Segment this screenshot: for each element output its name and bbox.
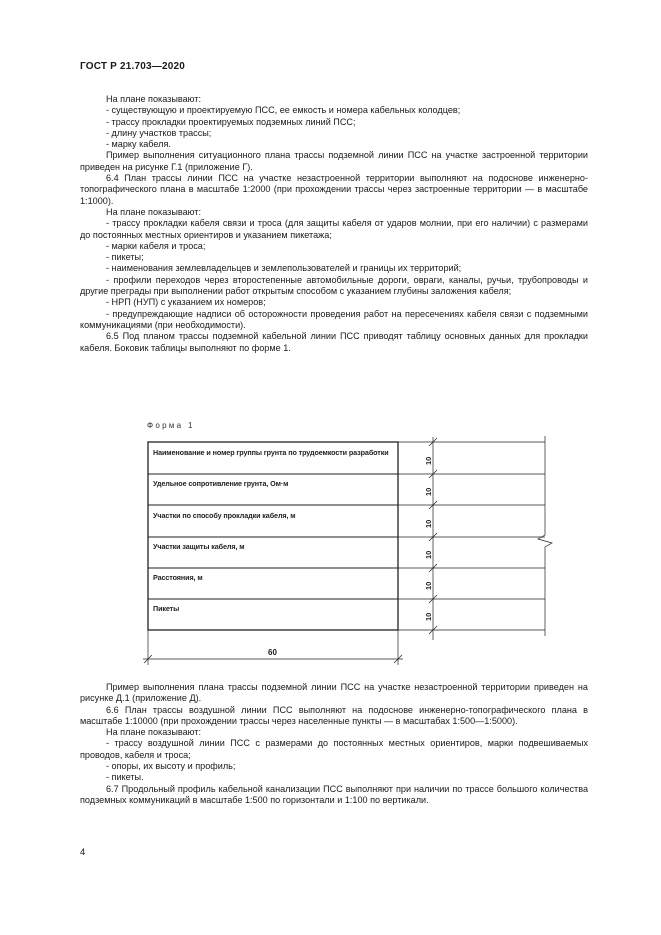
form-row-label: Наименование и номер группы грунта по трудоемкости разработки — [153, 448, 389, 457]
form-row-label: Участки по способу прокладки кабеля, м — [153, 511, 296, 520]
list-item: - предупреждающие надписи об осторожности проведения работ на пересечениях кабеля связи с подземными коммуникациями (при необходимости). — [80, 308, 588, 330]
row-height-label: 10 — [424, 612, 433, 621]
list-item: - пикеты. — [106, 772, 144, 783]
list-item: - трассу воздушной линии ПСС с размерами до постоянных местных ориентиров, марки подвешиваемых проводов, кабеля и троса; — [80, 738, 588, 760]
list-item: - марку кабеля. — [106, 139, 171, 150]
row-height-label: 10 — [424, 487, 433, 496]
break-line — [538, 436, 552, 636]
form-row-label: Удельное сопротивление грунта, Ом·м — [153, 479, 289, 488]
document-header: ГОСТ Р 21.703—2020 — [80, 61, 186, 72]
page-number: 4 — [80, 847, 86, 858]
list-item: - существующую и проектируемую ПСС, ее емкость и номера кабельных колодцев; — [106, 105, 461, 116]
paragraph: На плане показывают: — [106, 727, 201, 738]
paragraph: Пример выполнения плана трассы подземной линии ПСС на участке незастроенной территории приведен на рисунке Д.1 (приложение Д). — [80, 682, 588, 704]
list-item: - марки кабеля и троса; — [106, 240, 206, 251]
paragraph: Пример выполнения ситуационного плана трассы подземной линии ПСС на участке застроенной территории приведен на рисунке Г.1 (приложение Г). — [80, 150, 588, 172]
form-row-label: Участки защиты кабеля, м — [153, 542, 245, 551]
paragraph: 6.5 Под планом трассы подземной кабельной линии ПСС приводят таблицу основных данных для прокладки кабеля. Боковик таблицы выполняют по форме 1. — [80, 331, 588, 353]
form-width-label: 60 — [268, 648, 277, 657]
row-height-label: 10 — [424, 456, 433, 465]
list-item: - трассу прокладки кабеля связи и троса (для защиты кабеля от ударов молнии, при его наличии) с размерами до постоянных местных ориентиров и указанием пикетажа; — [80, 218, 588, 240]
row-height-label: 10 — [424, 581, 433, 590]
paragraph: 6.7 Продольный профиль кабельной канализации ПСС выполняют при наличии по трассе большого количества подземных коммуникаций в масштабе 1:500 по горизонтали и 1:100 по вертикали. — [80, 783, 588, 805]
list-item: - пикеты; — [106, 252, 144, 263]
form-row-label: Расстояния, м — [153, 573, 203, 582]
form-caption: Форма 1 — [147, 421, 195, 430]
list-item: - опоры, их высоту и профиль; — [106, 761, 236, 772]
list-item: - трассу прокладки проектируемых подземных линий ПСС; — [106, 116, 356, 127]
paragraph: На плане показывают: — [106, 94, 201, 104]
list-item: - профили переходов через второстепенные автомобильные дороги, овраги, каналы, ручьи, трубопроводы и другие преграды при выполнении работ открытым способом с указанием глубины заложения кабеля; — [80, 274, 588, 297]
list-item: - наименования землевладельцев и землепользователей и границы их территорий; — [106, 263, 462, 274]
bottom-text-block — [80, 682, 588, 806]
form-row-label: Пикеты — [153, 604, 180, 613]
form-stub-frame — [148, 442, 398, 630]
row-height-label: 10 — [424, 550, 433, 559]
list-item: - НРП (НУП) с указанием их номеров; — [106, 297, 266, 308]
paragraph: На плане показывают: — [106, 206, 201, 217]
paragraph: 6.4 План трассы линии ПСС на участке незастроенной территории выполняют на подоснове инженерно-топографического плана в масштабе 1:2000 (при прохождении трассы через застроенные территории — в масштабе 1:1000). — [80, 173, 588, 206]
paragraph: 6.6 План трассы воздушной линии ПСС выполняют на подоснове инженерно-топографического плана в масштабе 1:10000 (при прохождении трассы через населенные пункты — в масштабах 1:500—1:5000). — [80, 704, 588, 726]
list-item: - длину участков трассы; — [106, 127, 212, 138]
row-height-label: 10 — [424, 519, 433, 528]
